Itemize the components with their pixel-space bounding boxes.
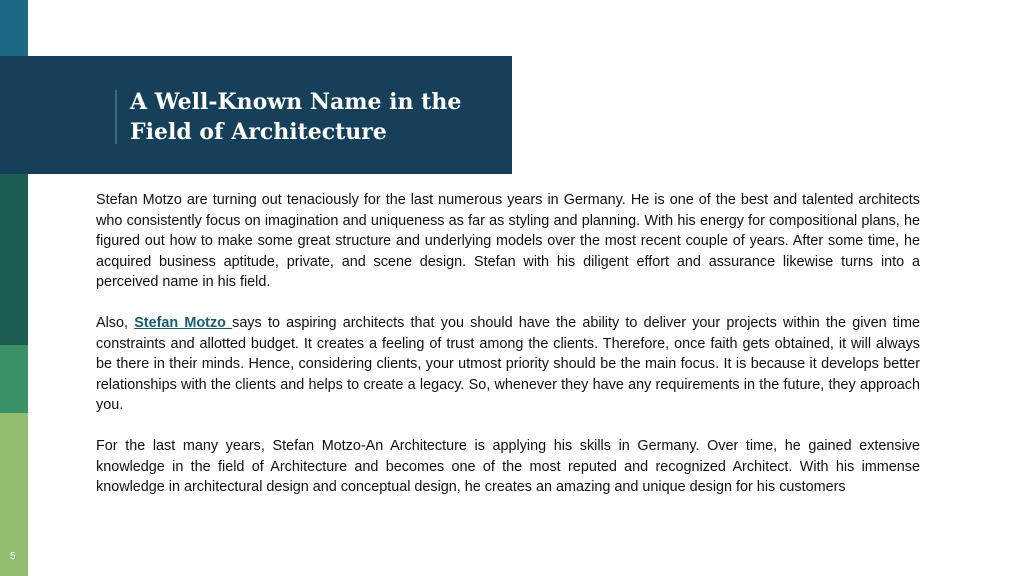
color-strip-segment [0,174,28,345]
title-panel [0,56,512,174]
paragraph-1: Stefan Motzo are turning out tenaciously for the last numerous years in Germany. He is one of the best and talented architects who consistently focus on imagination and uniqueness as far as styling and planning. With his energy for compositional plans, he figured out how to make some great structure and underlying models over the most recent couple of years. After some time, he acquired business aptitude, private, and scene design. Stefan with his diligent effort and assurance likewise turns into a perceived name in his field. [96,192,920,290]
paragraph-2-body: says to aspiring architects that you should have the ability to deliver your projects within the given time constraints and allotted budget. It creates a feeling of trust among the clients. Therefore, once faith gets obtained, it will always be there in their minds. Hence, considering clients, your utmost priority should be the main focus. It is because it develops better relationships with the clients and helps to create a legacy. So, whenever they have any requirements in the future, they approach you. [96,315,920,413]
slide-title: A Well-Known Name in the Field of Architecture [130,89,462,145]
color-strip-segment [0,0,28,56]
paragraph-2-prefix: Also, [96,315,135,331]
slide-content [96,190,920,518]
color-strip-segment [0,345,28,413]
paragraph-2 [96,313,920,416]
title-divider [115,90,117,144]
stefan-motzo-link[interactable]: Stefan Motzo [134,315,233,331]
paragraph-3: For the last many years, Stefan Motzo-An Architecture is applying his skills in Germany. Over time, he gained extensive knowledge in the field of Architecture and becomes one of the most reputed and recognized Architect. With his immense knowledge in architectural design and conceptual design, he creates an amazing and unique design for his customers [96,438,920,495]
page-number: 5 [10,551,16,562]
